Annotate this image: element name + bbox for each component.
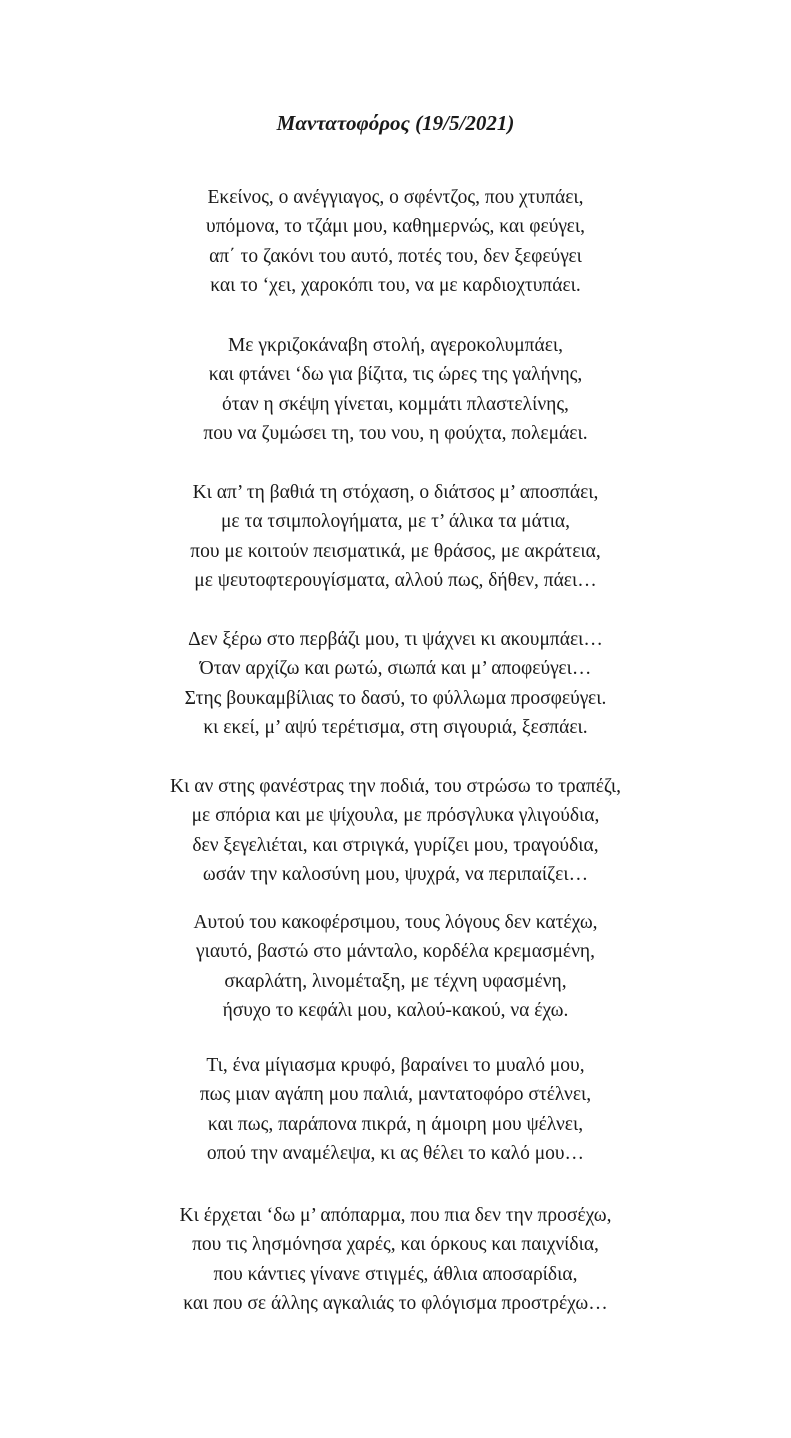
poem-line: οπού την αναμέλεψα, κι ας θέλει το καλό μου… (206, 1142, 585, 1164)
stanza-6 (0, 908, 791, 1025)
stanza-2 (0, 331, 791, 448)
poem-line: και φτάνει ‘δω για βίζιτα, τις ώρες της γαλήνης, (208, 364, 583, 386)
poem-line: που να ζυμώσει τη, του νου, η φούχτα, πολεμάει. (203, 422, 588, 444)
poem-line: με ψευτοφτερουγίσματα, αλλού πως, δήθεν, πάει… (194, 569, 597, 591)
stanza-3 (0, 478, 791, 595)
poem-line: γιαυτό, βαστώ στο μάνταλο, κορδέλα κρεμασμένη, (196, 941, 595, 963)
poem-line: με σπόρια και με ψίχουλα, με πρόσγλυκα γλιγούδια, (191, 805, 600, 827)
poem-line: Κι αν στης φανέστρας την ποδιά, του στρώσω το τραπέζι, (170, 776, 621, 797)
poem-line: και το ‘χει, χαροκόπι του, να με καρδιοχτυπάει. (210, 274, 581, 296)
poem-line: Κι απ’ τη βαθιά τη στόχαση, ο διάτσος μ’ αποσπάει, (192, 482, 599, 503)
poem-line: και πως, παράπονα πικρά, η άμοιρη μου ψέλνει, (207, 1113, 584, 1135)
poem-line: που κάντιες γίνανε στιγμές, άθλια αποσαρίδια, (213, 1263, 578, 1285)
stanza-1 (0, 183, 791, 300)
poem-title: Μαντατοφόρος (19/5/2021) (276, 111, 515, 135)
poem-line: κι εκεί, μ’ αψύ τερέτισμα, στη σιγουριά, ξεσπάει. (203, 716, 588, 738)
poem-line: που τις λησμόνησα χαρές, και όρκους και παιχνίδια, (192, 1234, 599, 1256)
poem-line: ωσάν την καλοσύνη μου, ψυχρά, να περιπαίζει… (202, 863, 589, 885)
poem-line: Τι, ένα μίγιασμα κρυφό, βαραίνει το μυαλό μου, (206, 1055, 585, 1076)
poem-line: απ΄ το ζακόνι του αυτό, ποτές του, δεν ξεφεύγει (209, 245, 582, 267)
poem-line: Στης βουκαμβίλιας το δασύ, το φύλλωμα προσφεύγει. (184, 687, 607, 709)
stanza-7 (0, 1051, 791, 1168)
poem-line: δεν ξεγελιέται, και στριγκά, γυρίζει μου, τραγούδια, (192, 834, 599, 856)
poem-line: Με γκριζοκάναβη στολή, αγεροκολυμπάει, (227, 335, 564, 356)
poem-line: υπόμονα, το τζάμι μου, καθημερνώς, και φεύγει, (206, 216, 585, 238)
poem-line: Αυτού του κακοφέρσιμου, τους λόγους δεν κατέχω, (193, 912, 598, 933)
poem-line: Εκείνος, ο ανέγγιαγος, ο σφέντζος, που χτυπάει, (207, 187, 584, 208)
poem-line: με τα τσιμπολογήματα, με τ’ άλικα τα μάτια, (220, 511, 571, 533)
poem-line: Κι έρχεται ‘δω μ’ απόπαρμα, που πια δεν την προσέχω, (179, 1205, 612, 1226)
poem-line: ήσυχο το κεφάλι μου, καλού-κακού, να έχω. (222, 999, 569, 1021)
poem-line: όταν η σκέψη γίνεται, κομμάτι πλαστελίνης, (222, 393, 569, 415)
poem-line: πως μιαν αγάπη μου παλιά, μαντατοφόρο στέλνει, (199, 1084, 592, 1106)
stanza-4 (0, 625, 791, 742)
stanza-5 (0, 772, 791, 889)
poem-line: Όταν αρχίζω και ρωτώ, σιωπά και μ’ αποφεύγει… (199, 658, 592, 680)
poem-line: που με κοιτούν πεισματικά, με θράσος, με ακράτεια, (190, 540, 601, 562)
stanza-8 (0, 1201, 791, 1318)
poem-line: Δεν ξέρω στο περβάζι μου, τι ψάχνει κι ακουμπάει… (188, 629, 603, 650)
poem-line: σκαρλάτη, λινομέταξη, με τέχνη υφασμένη, (224, 970, 567, 992)
poem-line: και που σε άλλης αγκαλιάς το φλόγισμα προστρέχω… (183, 1292, 608, 1314)
